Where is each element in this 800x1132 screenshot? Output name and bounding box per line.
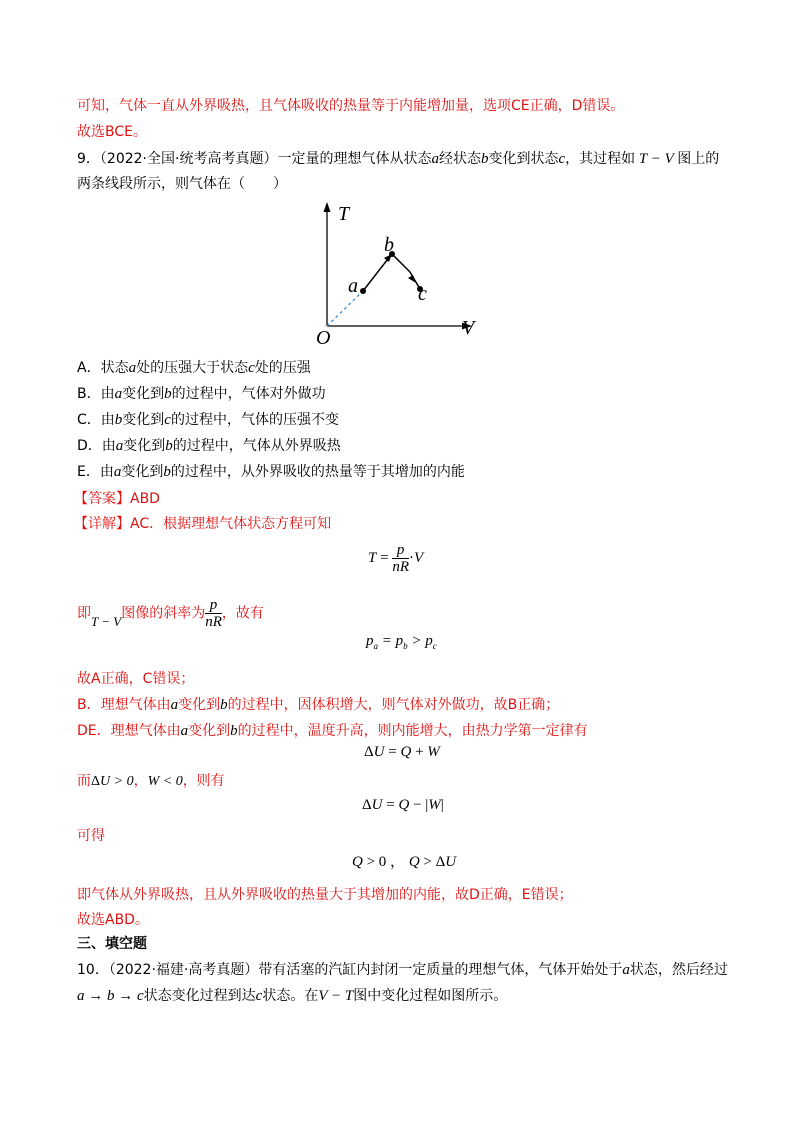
opt-text: A．状态: [77, 360, 129, 376]
var-a: a: [128, 360, 137, 376]
b-text: B．理想气体由: [77, 697, 171, 713]
opt-text: B．由: [77, 386, 115, 402]
q9-stem-line1: [77, 149, 719, 169]
q10-number: 10．: [77, 962, 109, 978]
var-a: a: [170, 697, 179, 713]
q9-option-b: [77, 384, 326, 404]
label-c: c: [418, 283, 427, 305]
q10-text: 状态变化过程到达: [143, 988, 256, 1004]
q10-text: 图中变化过程如图所示。: [353, 988, 508, 1004]
q9-option-e: [77, 462, 465, 482]
formula-q-result: Q > 0 ， Q > ΔU: [352, 854, 457, 870]
q9-stem-line2: 两条线段所示，则气体在（ ）: [77, 176, 287, 192]
vt-label: V − T: [318, 988, 354, 1004]
process-path: a → b → c: [77, 988, 144, 1004]
var-a: a: [180, 723, 189, 739]
slope-text: 即: [77, 605, 91, 622]
q9-stem-text: 经状态: [438, 151, 481, 167]
formula-first-law: ΔU = Q + W: [364, 744, 440, 760]
q9-option-c: [77, 410, 339, 430]
q9-kede: 可得: [77, 828, 105, 844]
opt-text: E．由: [77, 464, 114, 480]
var-b: b: [164, 386, 172, 402]
q10-stem-line2: [77, 986, 507, 1006]
opt-text: 的过程中，从外界吸收的热量等于其增加的内能: [170, 464, 465, 480]
var-b: b: [114, 412, 123, 428]
q10-stem-line1: [77, 960, 728, 980]
q9-tv-graph: [310, 198, 490, 348]
q10-text: 状态，然后经过: [629, 962, 728, 978]
de-text: 变化到: [188, 723, 231, 739]
var-c: c: [255, 988, 263, 1004]
cond-text: ，: [133, 773, 148, 789]
opt-text: 处的压强大于状态: [136, 360, 249, 376]
q9-de-explain: [77, 721, 588, 741]
q10-source: （2022·福建·高考真题）: [108, 962, 259, 978]
opt-text: 变化到: [122, 386, 165, 402]
q9-source: （2022·全国·统考高考真题）: [99, 151, 278, 167]
answer-label: 【答案】: [74, 491, 130, 507]
opt-text: 的过程中，气体从外界吸热: [172, 438, 341, 454]
var-b: b: [163, 464, 171, 480]
var-c: c: [558, 151, 566, 167]
opt-text: 处的压强: [254, 360, 311, 376]
opt-text: 的过程中，气体对外做功: [171, 386, 326, 402]
point-a: [360, 288, 366, 294]
opt-text: D．由: [77, 438, 116, 454]
var-a: a: [115, 438, 124, 454]
var-c: c: [164, 412, 171, 428]
q10-text: 带有活塞的汽缸内封闭一定质量的理想气体，气体开始处于: [258, 962, 623, 978]
label-b: b: [384, 234, 394, 256]
q9-b-explain: [77, 695, 559, 715]
axis-t-label: T: [338, 203, 350, 225]
q9-choose: 故选ABD。: [77, 912, 149, 928]
var-a: a: [622, 962, 630, 978]
formula-state-equation: T = $\frac{p}{nR}$ ·V: [368, 542, 424, 575]
detail-label: 【详解】: [74, 516, 130, 532]
prev-choose: 故选BCE。: [77, 124, 147, 140]
q10-text: 状态。在: [262, 988, 319, 1004]
var-a: a: [113, 464, 122, 480]
q9-ac-conclusion: 故A正确，C错误；: [77, 671, 195, 687]
slope-text: 图像的斜率为: [121, 605, 206, 622]
cond-text: ，则有: [182, 773, 225, 789]
origin-label: O: [316, 327, 331, 348]
q9-answer: [74, 489, 160, 509]
var-a: a: [114, 386, 123, 402]
slope-fraction: $\frac{p}{nR}$: [205, 597, 222, 630]
q9-option-a: [77, 358, 311, 378]
var-a: a: [431, 151, 439, 167]
q9-slope-line: [77, 597, 264, 630]
var-b: b: [480, 151, 489, 167]
prev-conclusion: 可知，气体一直从外界吸热，且气体吸收的热量等于内能增加量，选项CE正确，D错误。: [77, 98, 625, 114]
label-a: a: [348, 275, 358, 297]
b-text: 的过程中，因体积增大，则气体对外做功，故B正确；: [227, 697, 560, 713]
q9-detail: [74, 514, 331, 534]
tv-label: T − V: [635, 151, 678, 167]
opt-text: 变化到: [123, 438, 166, 454]
q9-stem-text: 一定量的理想气体从状态: [277, 151, 432, 167]
de-text: 的过程中，温度升高，则内能增大，由热力学第一定律有: [237, 723, 588, 739]
q9-stem-text: 变化到状态: [488, 151, 559, 167]
slope-text: ，故有: [221, 605, 264, 622]
var-c: c: [248, 360, 255, 376]
opt-text: C．由: [77, 412, 115, 428]
cond-text: 而: [77, 773, 91, 789]
q9-number: 9．: [77, 151, 100, 167]
opt-text: 变化到: [122, 412, 165, 428]
answer-value: ABD: [130, 491, 160, 507]
detail-text: AC．根据理想气体状态方程可知: [130, 516, 332, 532]
q9-final: 即气体从外界吸热，且从外界吸收的热量大于其增加的内能，故D正确，E错误；: [77, 887, 573, 903]
section-title: 三、填空题: [77, 936, 147, 952]
var-b: b: [165, 438, 173, 454]
axis-v-label: V: [462, 317, 475, 339]
formula-first-law-abs: ΔU = Q − |W|: [362, 797, 444, 813]
opt-text: 的过程中，气体的压强不变: [170, 412, 339, 428]
cond-w: W < 0: [147, 774, 183, 789]
q9-stem-text: ，其过程如: [565, 151, 636, 167]
q9-option-d: [77, 436, 341, 456]
q9-conditions: [77, 771, 225, 792]
de-text: DE．理想气体由: [77, 723, 181, 739]
var-b: b: [220, 697, 228, 713]
cond-du: ΔU > 0: [91, 774, 134, 789]
b-text: 变化到: [178, 697, 221, 713]
q9-stem-text: 图上的: [677, 151, 720, 167]
opt-text: 变化到: [121, 464, 164, 480]
var-b: b: [230, 723, 238, 739]
tv-label: T − V: [91, 613, 122, 629]
formula-pressure-compare: $p_a = p_b > p_c$: [366, 633, 437, 651]
